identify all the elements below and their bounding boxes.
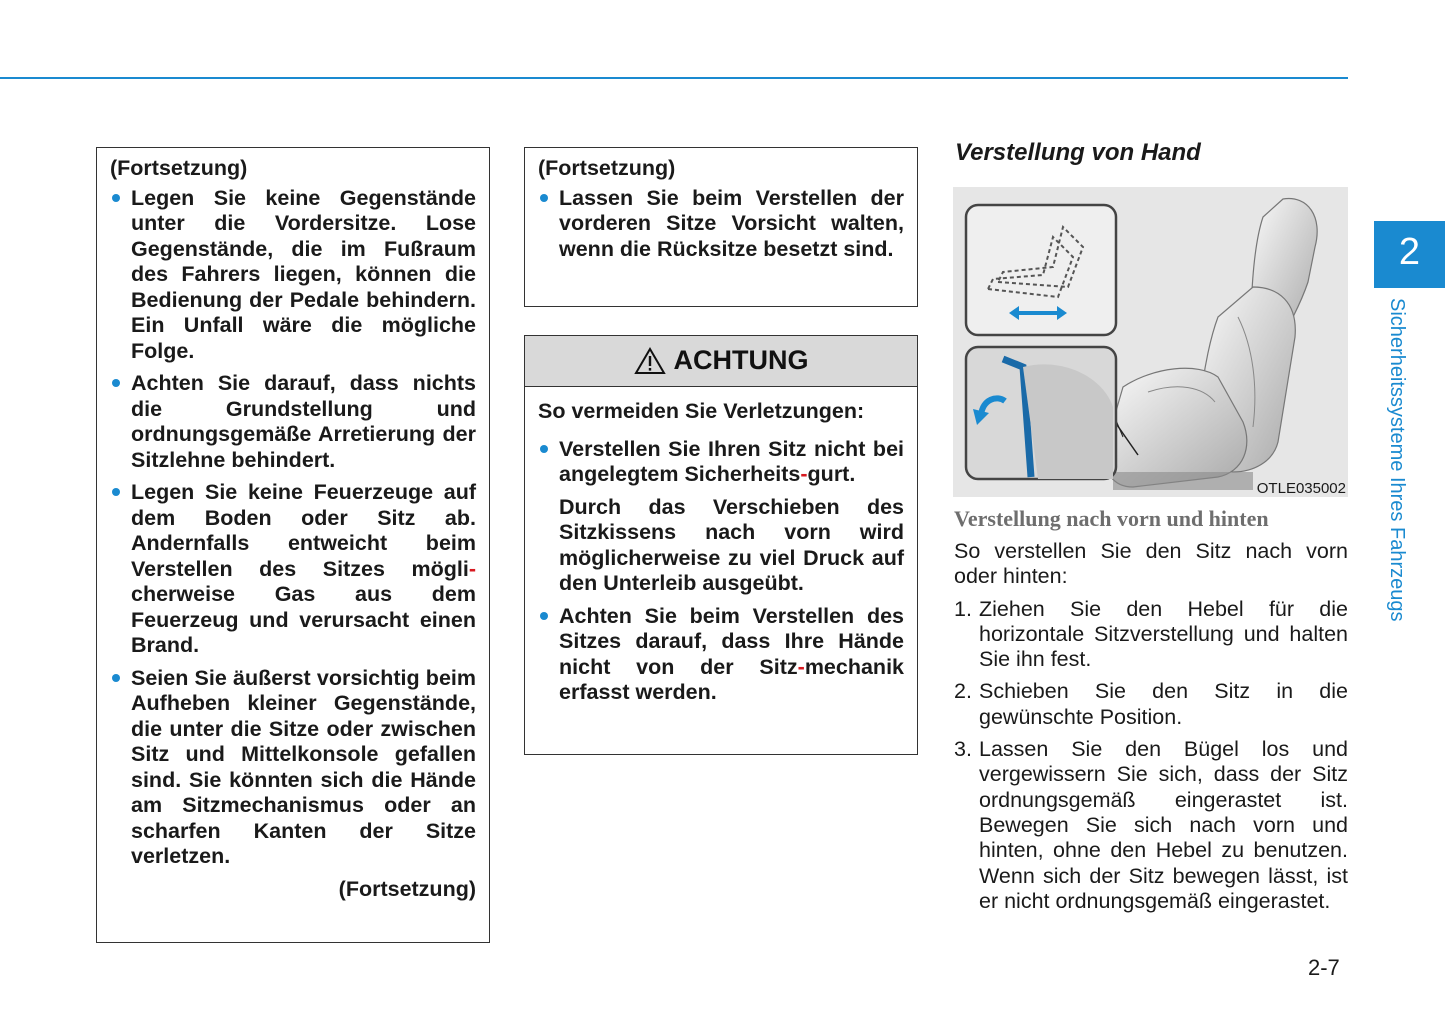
achtung-warning-box: [524, 335, 918, 755]
step-text: Ziehen Sie den Hebel für die horizontale Sitzverstellung und halten Sie ihn fest.: [979, 596, 1348, 672]
list-item-text: gurt.: [807, 462, 856, 486]
subheading: Verstellung nach vorn und hinten: [954, 506, 1269, 531]
chapter-number: 2: [1398, 231, 1421, 273]
warning-box-continued-left: [96, 147, 490, 943]
list-item-text: Verstellen Sie Ihren Sitz nicht bei angelegtem Sicherheits: [559, 436, 904, 486]
page-number: 2-7: [1308, 955, 1340, 980]
step-text: Schieben Sie den Sitz in die gewünschte Position.: [979, 679, 1348, 729]
list-item-text: Achten Sie beim Verstellen des Sitzes darauf, dass Ihre Hände nicht von der Sitz: [559, 603, 904, 679]
warning-box-continued-mid: [524, 147, 918, 307]
chapter-title: Sicherheitssysteme Ihres Fahrzeugs: [1386, 298, 1408, 622]
warning-body: [525, 387, 917, 706]
warning-intro: So vermeiden Sie Verletzungen:: [538, 399, 865, 423]
seat-drawing: [953, 187, 1348, 497]
bullet-list: [538, 186, 904, 263]
hyphen-mark: -: [797, 654, 805, 679]
step-text: Lassen Sie den Bügel los und vergewissern Sie sich, dass der Sitz ordnungsgemäß eingerastet ist. Bewegen Sie sich nach vorn und hinten, ohne den Hebel zu benutzen. Wenn sich der Sitz bewegen lässt, ist er nicht ordnungsgemäß eingerastet.: [979, 737, 1348, 913]
warning-title: ACHTUNG: [673, 345, 809, 376]
list-item-text: Legen Sie keine Feuerzeuge auf dem Boden oder Sitz ab. Andernfalls entweicht beim Verstellen des Sitzes mögli: [131, 480, 476, 581]
continuation-label-top: (Fortsetzung): [110, 156, 248, 180]
list-item: Legen Sie keine Gegenstände unter die Vordersitze. Lose Gegenstände, die im Fußraum des Fahrers liegen, können die Bedienung der Pedale behindern. Ein Unfall wäre die mögliche Folge.: [110, 186, 476, 365]
list-item: [538, 437, 904, 597]
section-title: Verstellung von Hand: [955, 139, 1201, 166]
header-rule: [0, 77, 1348, 79]
seat-illustration: [953, 187, 1348, 497]
figure-code: OTLE035002: [1256, 480, 1346, 497]
list-item: [954, 597, 1348, 673]
warning-header: [525, 336, 917, 387]
chapter-tab: [1374, 221, 1445, 288]
list-item-subparagraph: Durch das Verschieben des Sitzkissens nach vorn wird möglicherweise zu viel Druck auf den Unterleib ausgeübt.: [559, 494, 904, 595]
list-item-text: cherweise Gas aus dem Feuerzeug und verursacht einen Brand.: [131, 582, 476, 657]
list-item: [110, 480, 476, 659]
continuation-label-bottom: (Fortsetzung): [338, 876, 476, 901]
bullet-list: [110, 186, 476, 870]
bullet-list: [538, 437, 904, 706]
continuation-label-top: (Fortsetzung): [538, 156, 676, 180]
instructions: [954, 539, 1348, 921]
list-item: Lassen Sie beim Verstellen der vorderen Sitze Vorsicht walten, wenn die Rücksitze besetzt sind.: [538, 186, 904, 263]
instructions-intro: So verstellen Sie den Sitz nach vorn oder hinten:: [954, 539, 1348, 589]
list-item: [954, 737, 1348, 914]
steps-list: [954, 597, 1348, 915]
list-item: Seien Sie äußerst vorsichtig beim Aufheben kleiner Gegenstände, die unter die Sitze oder zwischen Sitz und Mittelkonsole gefallen sind. Sie könnten sich die Hände am Sitzmechanismus oder an scharfen Kanten der Sitze verletzen.: [110, 666, 476, 870]
hyphen-mark: -: [468, 556, 476, 581]
step-number: 2.: [954, 679, 972, 704]
step-number: 3.: [954, 737, 972, 762]
list-item-text: mechanik erfasst werden.: [559, 654, 904, 704]
step-number: 1.: [954, 596, 972, 621]
hyphen-mark: -: [800, 462, 808, 486]
warning-triangle-icon: [634, 347, 666, 375]
list-item: [538, 604, 904, 706]
list-item: [954, 679, 1348, 730]
list-item: Achten Sie darauf, dass nichts die Grundstellung und ordnungsgemäße Arretierung der Sitzlehne behindert.: [110, 371, 476, 473]
